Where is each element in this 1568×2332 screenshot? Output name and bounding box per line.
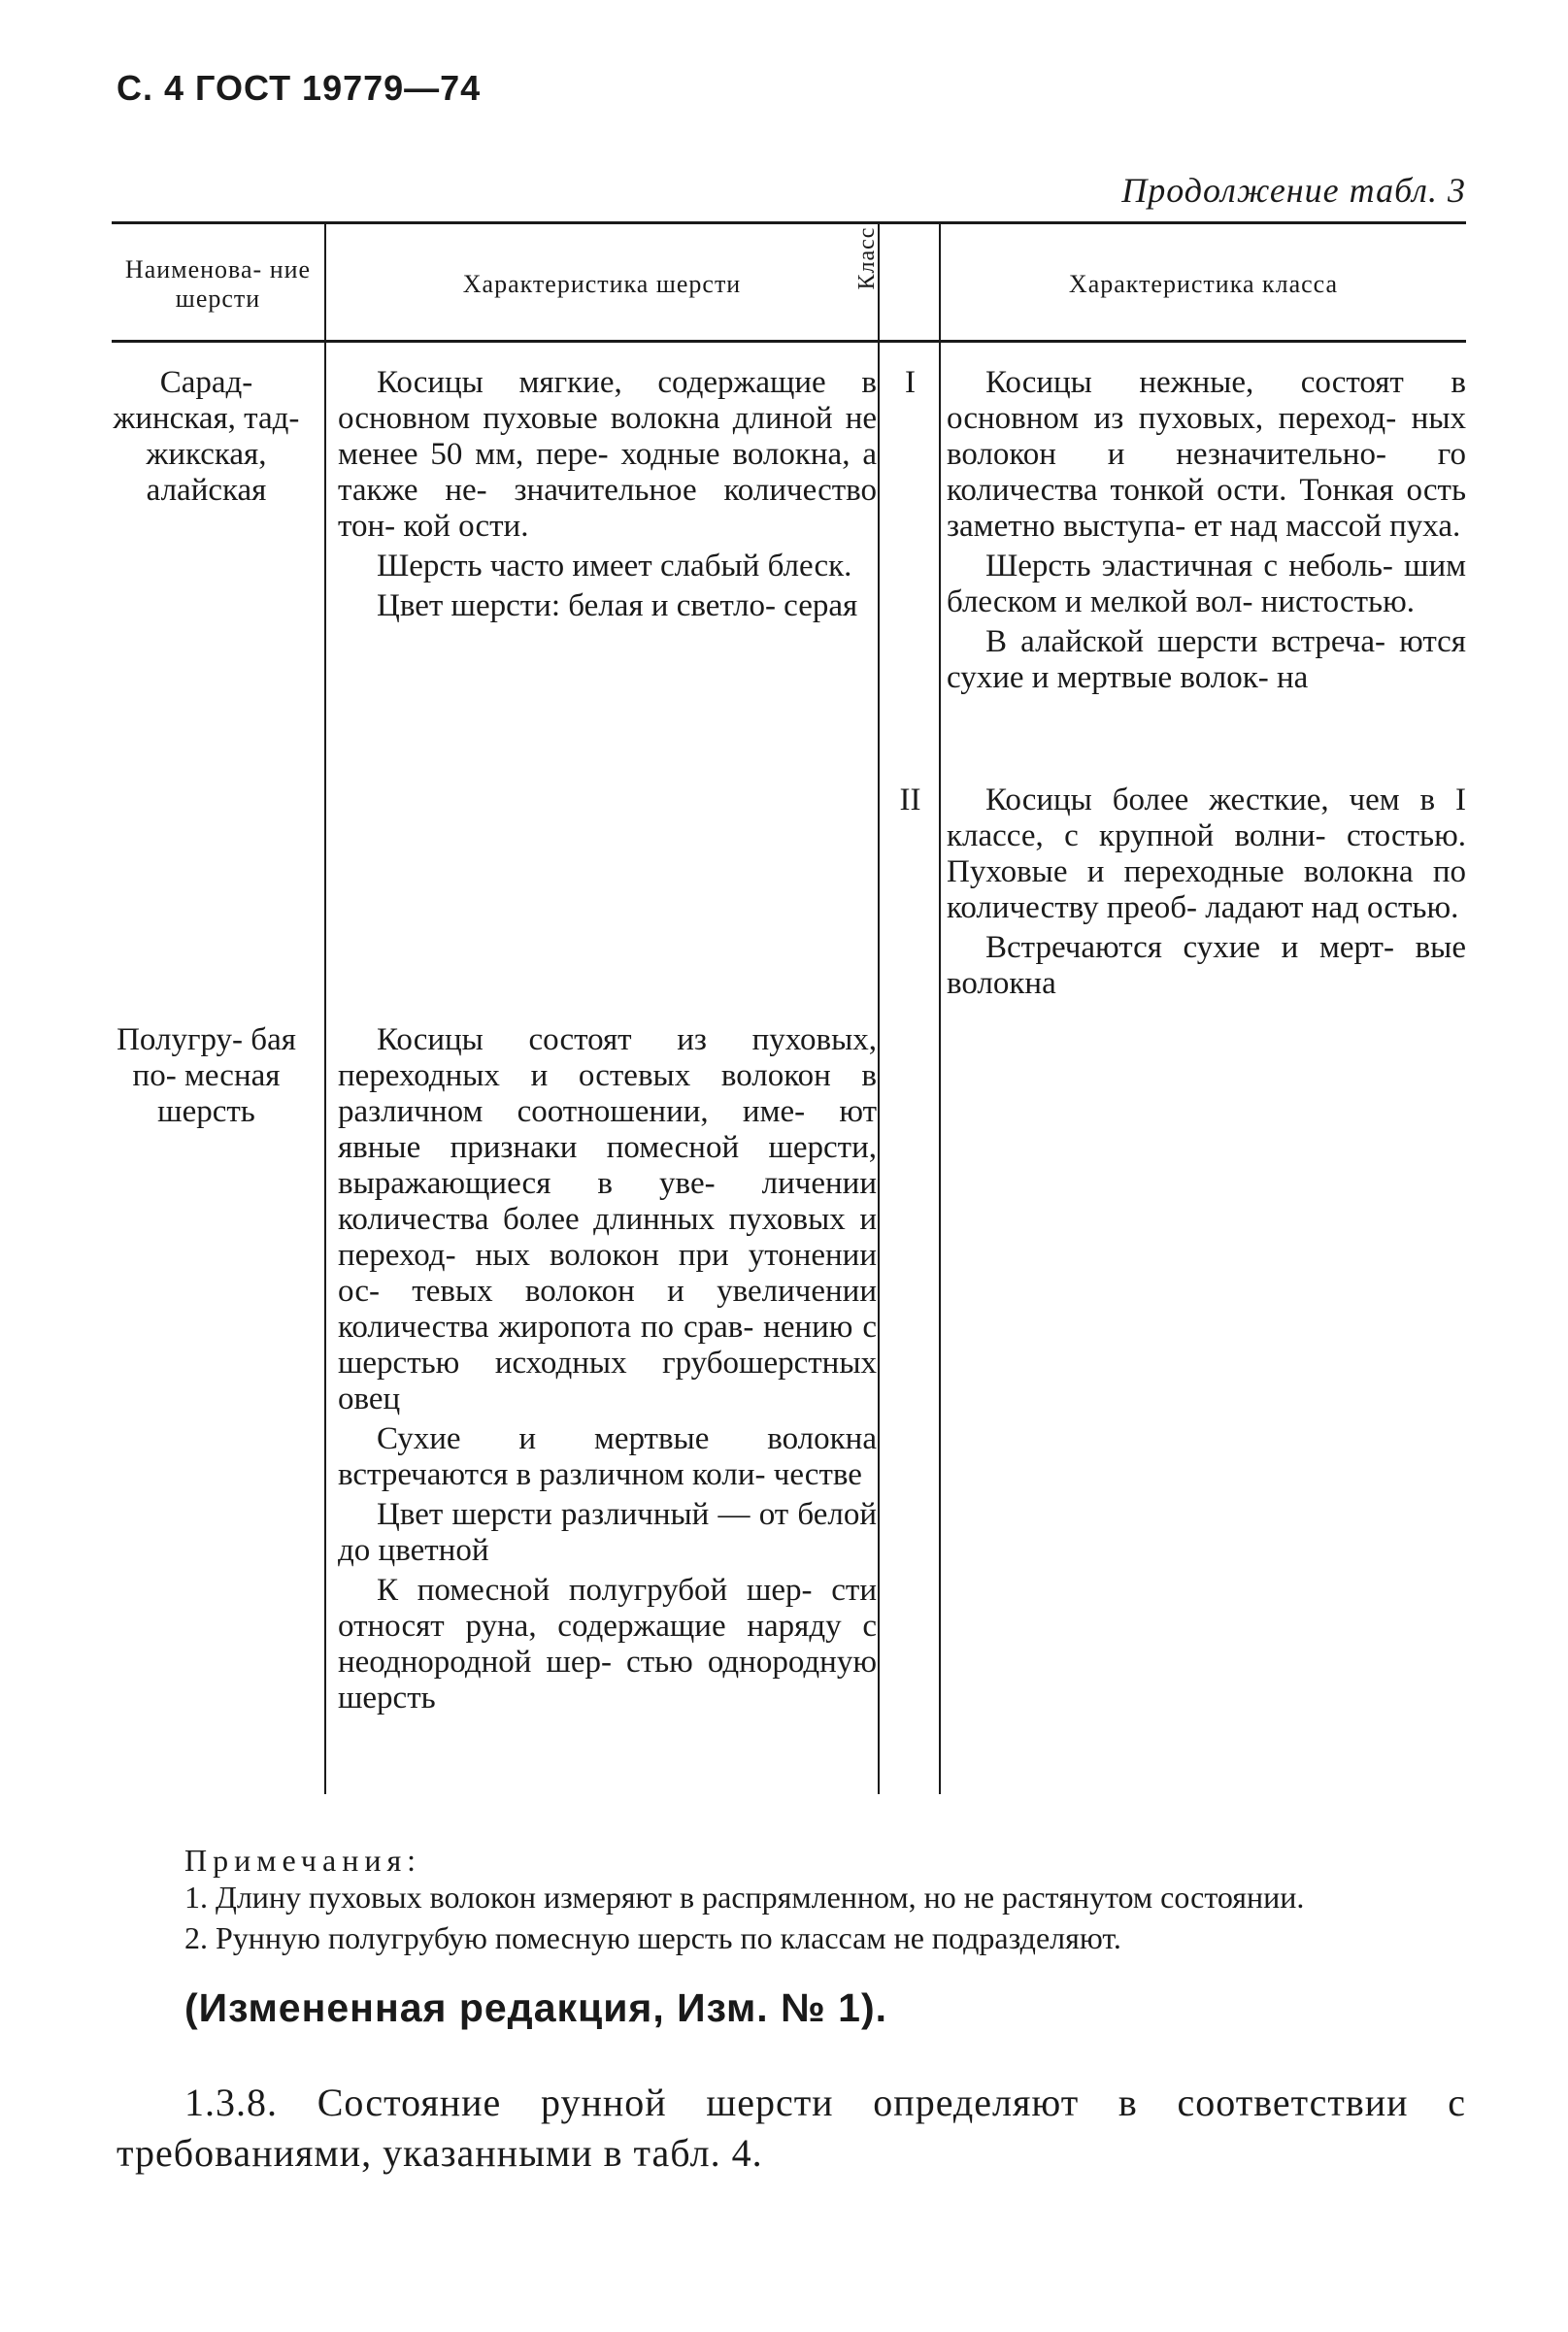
page-header: С. 4 ГОСТ 19779—74 xyxy=(117,68,482,108)
row2-wool-para: К помесной полугрубой шер- сти относят руна, содержащие наряду с неоднородной шер- стью однородную шерсть xyxy=(338,1573,877,1716)
row1-wool-name xyxy=(112,365,301,509)
column-divider-3 xyxy=(939,221,941,1794)
class-2-para: Встречаются сухие и мерт- вые волокна xyxy=(947,930,1466,1001)
table-continuation-label: Продолжение табл. 3 xyxy=(1121,171,1466,210)
row2-wool-para: Сухие и мертвые волокна встречаются в различном коли- честве xyxy=(338,1421,877,1492)
class-1-para: Шерсть эластичная с неболь- шим блеском и мелкой вол- нистостью. xyxy=(947,549,1466,619)
wool-table xyxy=(112,221,1466,1794)
class-label-1: I xyxy=(905,365,916,400)
row2-wool-characteristic xyxy=(338,1022,877,1720)
row1-wool-characteristic xyxy=(338,365,877,628)
class-1-para: Косицы нежные, состоят в основном из пуховых, переход- ных волокон и незначительно- го количества тонкой ости. Тонкая ость заметно выступа- ет над массой пуха. xyxy=(947,365,1466,544)
row2-wool-para: Цвет шерсти различный — от белой до цветной xyxy=(338,1497,877,1568)
col-header-wool: Характеристика шерсти xyxy=(462,270,742,298)
class-2-para: Косицы более жесткие, чем в I классе, с крупной волни- стостью. Пуховые и переходные волокна по количеству преоб- ладают над остью. xyxy=(947,783,1466,925)
row1-wool-para: Цвет шерсти: белая и светло- серая xyxy=(377,588,858,623)
class-1-para: В алайской шерсти встреча- ются сухие и мертвые волок- на xyxy=(947,624,1466,695)
row1-wool-para: Шерсть часто имеет слабый блеск. xyxy=(377,549,852,583)
row1-wool-para: Косицы мягкие, содержащие в основном пуховые волокна длиной не менее 50 мм, пере- ходные волокна, а также не- значительное количество тон- кой ости. xyxy=(338,365,877,544)
row2-wool-para: Косицы состоят из пуховых, переходных и остевых волокон в различном соотношении, име- ют явные признаки помесной шерсти, выражающиеся в уве- личении количества более длинных пуховых и переход- ных волокон при утонении ос- тевых волокон и увеличении количества жиропота по срав- нению с шерстью исходных грубошерстных овец xyxy=(338,1022,877,1416)
column-divider-1 xyxy=(324,221,326,1794)
col-header-class: Класс xyxy=(853,226,880,290)
row2-wool-name xyxy=(112,1022,301,1130)
notes-heading: Примечания: xyxy=(184,1843,422,1878)
amendment-note: (Измененная редакция, Изм. № 1). xyxy=(184,1985,888,2030)
col-header-class-characteristic: Характеристика класса xyxy=(1068,270,1339,298)
note-item: 1. Длину пуховых волокон измеряют в распрямленном, но не растянутом состоянии. xyxy=(184,1880,1305,1915)
clause-1-3-8: 1.3.8. Состояние рунной шерсти определяют в соответствии с требованиями, указанными в табл. 4. xyxy=(117,2081,1466,2175)
table-top-rule xyxy=(112,221,1466,224)
column-divider-2 xyxy=(878,221,880,1794)
col-header-name: Наименова- ние шерсти xyxy=(124,255,312,313)
table-header-rule xyxy=(112,340,1466,343)
row1-wool-name-text: Сарад- жинская, тад- жикская, алайская xyxy=(113,365,300,508)
note-item: 2. Рунную полугрубую помесную шерсть по классам не подразделяют. xyxy=(184,1920,1121,1955)
class-2-characteristic xyxy=(947,783,1466,1006)
row2-wool-name-text: Полугру- бая по- месная шерсть xyxy=(117,1022,296,1129)
class-1-characteristic xyxy=(947,365,1466,700)
notes-section xyxy=(117,1843,1466,1961)
class-label-2: II xyxy=(899,783,921,817)
